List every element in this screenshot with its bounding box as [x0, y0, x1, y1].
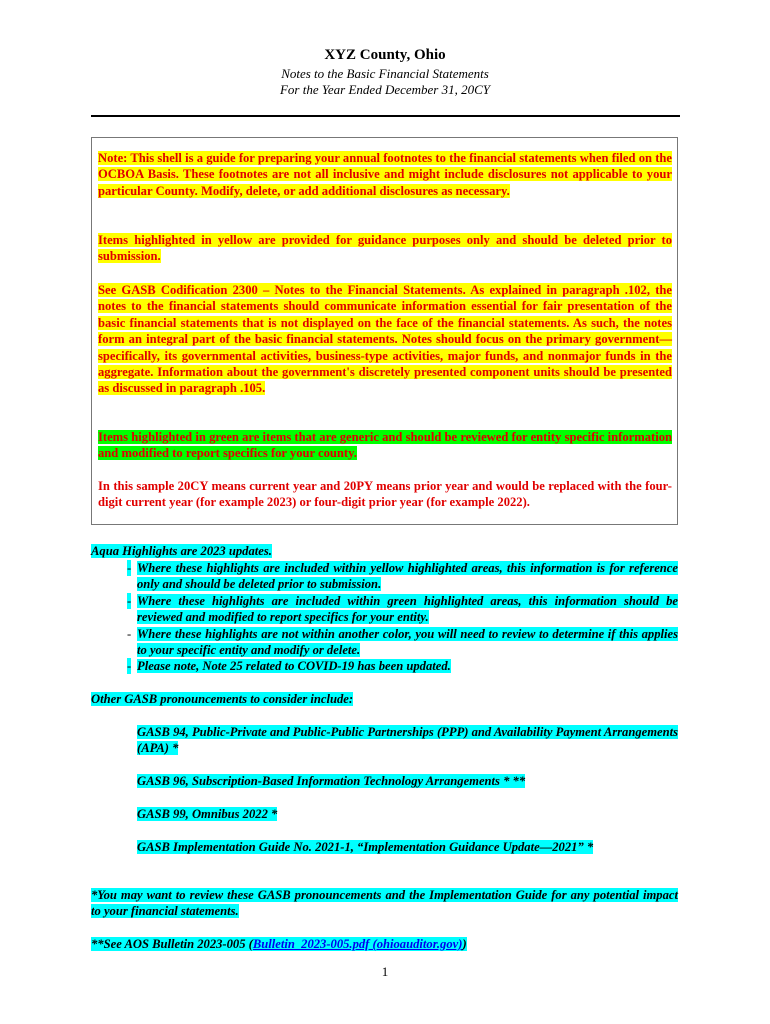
dash: - [127, 659, 132, 673]
green-paragraph [98, 429, 672, 462]
yellow-text: Items highlighted in yellow are provided for guidance purposes only and should be deleted prior to submission. [98, 233, 672, 264]
sample-paragraph [98, 478, 672, 511]
sample-text: In this sample 20CY means current year and 20PY means prior year and would be replaced with the four-digit current year (for example 2023) or four-digit prior year (for example 2022). [98, 479, 672, 510]
period-line: For the Year Ended December 31, 20CY [279, 82, 491, 97]
aqua-item-text: Where these highlights are included within green highlighted areas, this information should be reviewed and modified to report specifics for your entity. [137, 594, 678, 625]
yellow-paragraph [98, 232, 672, 265]
footnote-review [91, 887, 678, 920]
header-rule [91, 115, 680, 117]
gasb-item-text: GASB 99, Omnibus 2022 * [137, 807, 278, 821]
dash: - [127, 594, 132, 608]
gasb-heading-text: Other GASB pronouncements to consider include: [91, 692, 354, 706]
aqua-item [127, 626, 678, 659]
gasb-item-text: GASB Implementation Guide No. 2021-1, “Implementation Guidance Update—2021” * [137, 840, 594, 854]
gasb-item [137, 839, 678, 855]
dash: - [127, 561, 132, 575]
gasb-text: See GASB Codification 2300 – Notes to the Financial Statements. As explained in paragraph .102, the notes to the financial statements should communicate information essential for fair presentation of the basic financial statements that is not displayed on the face of the financial statements. As such, the notes form an integral part of the basic financial statements. Notes should focus on the primary government—specifically, its governmental activities, business-type activities, major funds, and nonmajor funds in the aggregate. Information about the government's discretely presented component units should be presented as discussed in paragraph .105. [98, 283, 672, 396]
note-text: Note: This shell is a guide for preparing your annual footnotes to the financial statements when filed on the OCBOA Basis. These footnotes are not all inclusive and might include disclosures not applicable to your particular County. Modify, delete, or add additional disclosures as necessary. [98, 151, 672, 198]
bulletin-link[interactable]: Bulletin_2023-005.pdf (ohioauditor.gov) [252, 937, 463, 951]
note-paragraph [98, 150, 672, 199]
gasb-paragraph [98, 282, 672, 397]
document-subtitle: Notes to the Basic Financial Statements [281, 66, 489, 81]
gasb-heading [91, 691, 353, 707]
bulletin-prefix: **See AOS Bulletin 2023-005 ( [91, 937, 253, 951]
footnote-review-text: *You may want to review these GASB pronouncements and the Implementation Guide for any potential impact to your financial statements. [91, 888, 678, 919]
aqua-item [127, 593, 678, 626]
gasb-item-text: GASB 96, Subscription-Based Information Technology Arrangements * ** [137, 774, 526, 788]
bulletin-suffix: ) [462, 937, 467, 951]
gasb-item [137, 724, 678, 757]
aqua-item [127, 560, 678, 593]
aqua-item-text: Where these highlights are included within yellow highlighted areas, this information is for reference only and should be deleted prior to submission. [137, 561, 678, 592]
gasb-item-text: GASB 94, Public-Private and Public-Public Partnerships (PPP) and Availability Payment Arrangements (APA) * [137, 725, 678, 756]
aqua-item [127, 658, 678, 674]
county-title: XYZ County, Ohio [324, 47, 446, 63]
footnote-bulletin [91, 936, 467, 952]
aqua-item-text: Please note, Note 25 related to COVID-19 has been updated. [137, 659, 451, 673]
dash: - [127, 627, 132, 641]
aqua-heading-text: Aqua Highlights are 2023 updates. [91, 544, 272, 558]
gasb-item [137, 806, 678, 822]
green-text: Items highlighted in green are items that are generic and should be reviewed for entity specific information and modified to report specifics for your county. [98, 430, 672, 461]
page-number: 1 [381, 964, 389, 979]
gasb-item [137, 773, 678, 789]
aqua-heading [91, 543, 272, 559]
aqua-item-text: Where these highlights are not within another color, you will need to review to determine if this applies to your specific entity and modify or delete. [137, 627, 678, 658]
